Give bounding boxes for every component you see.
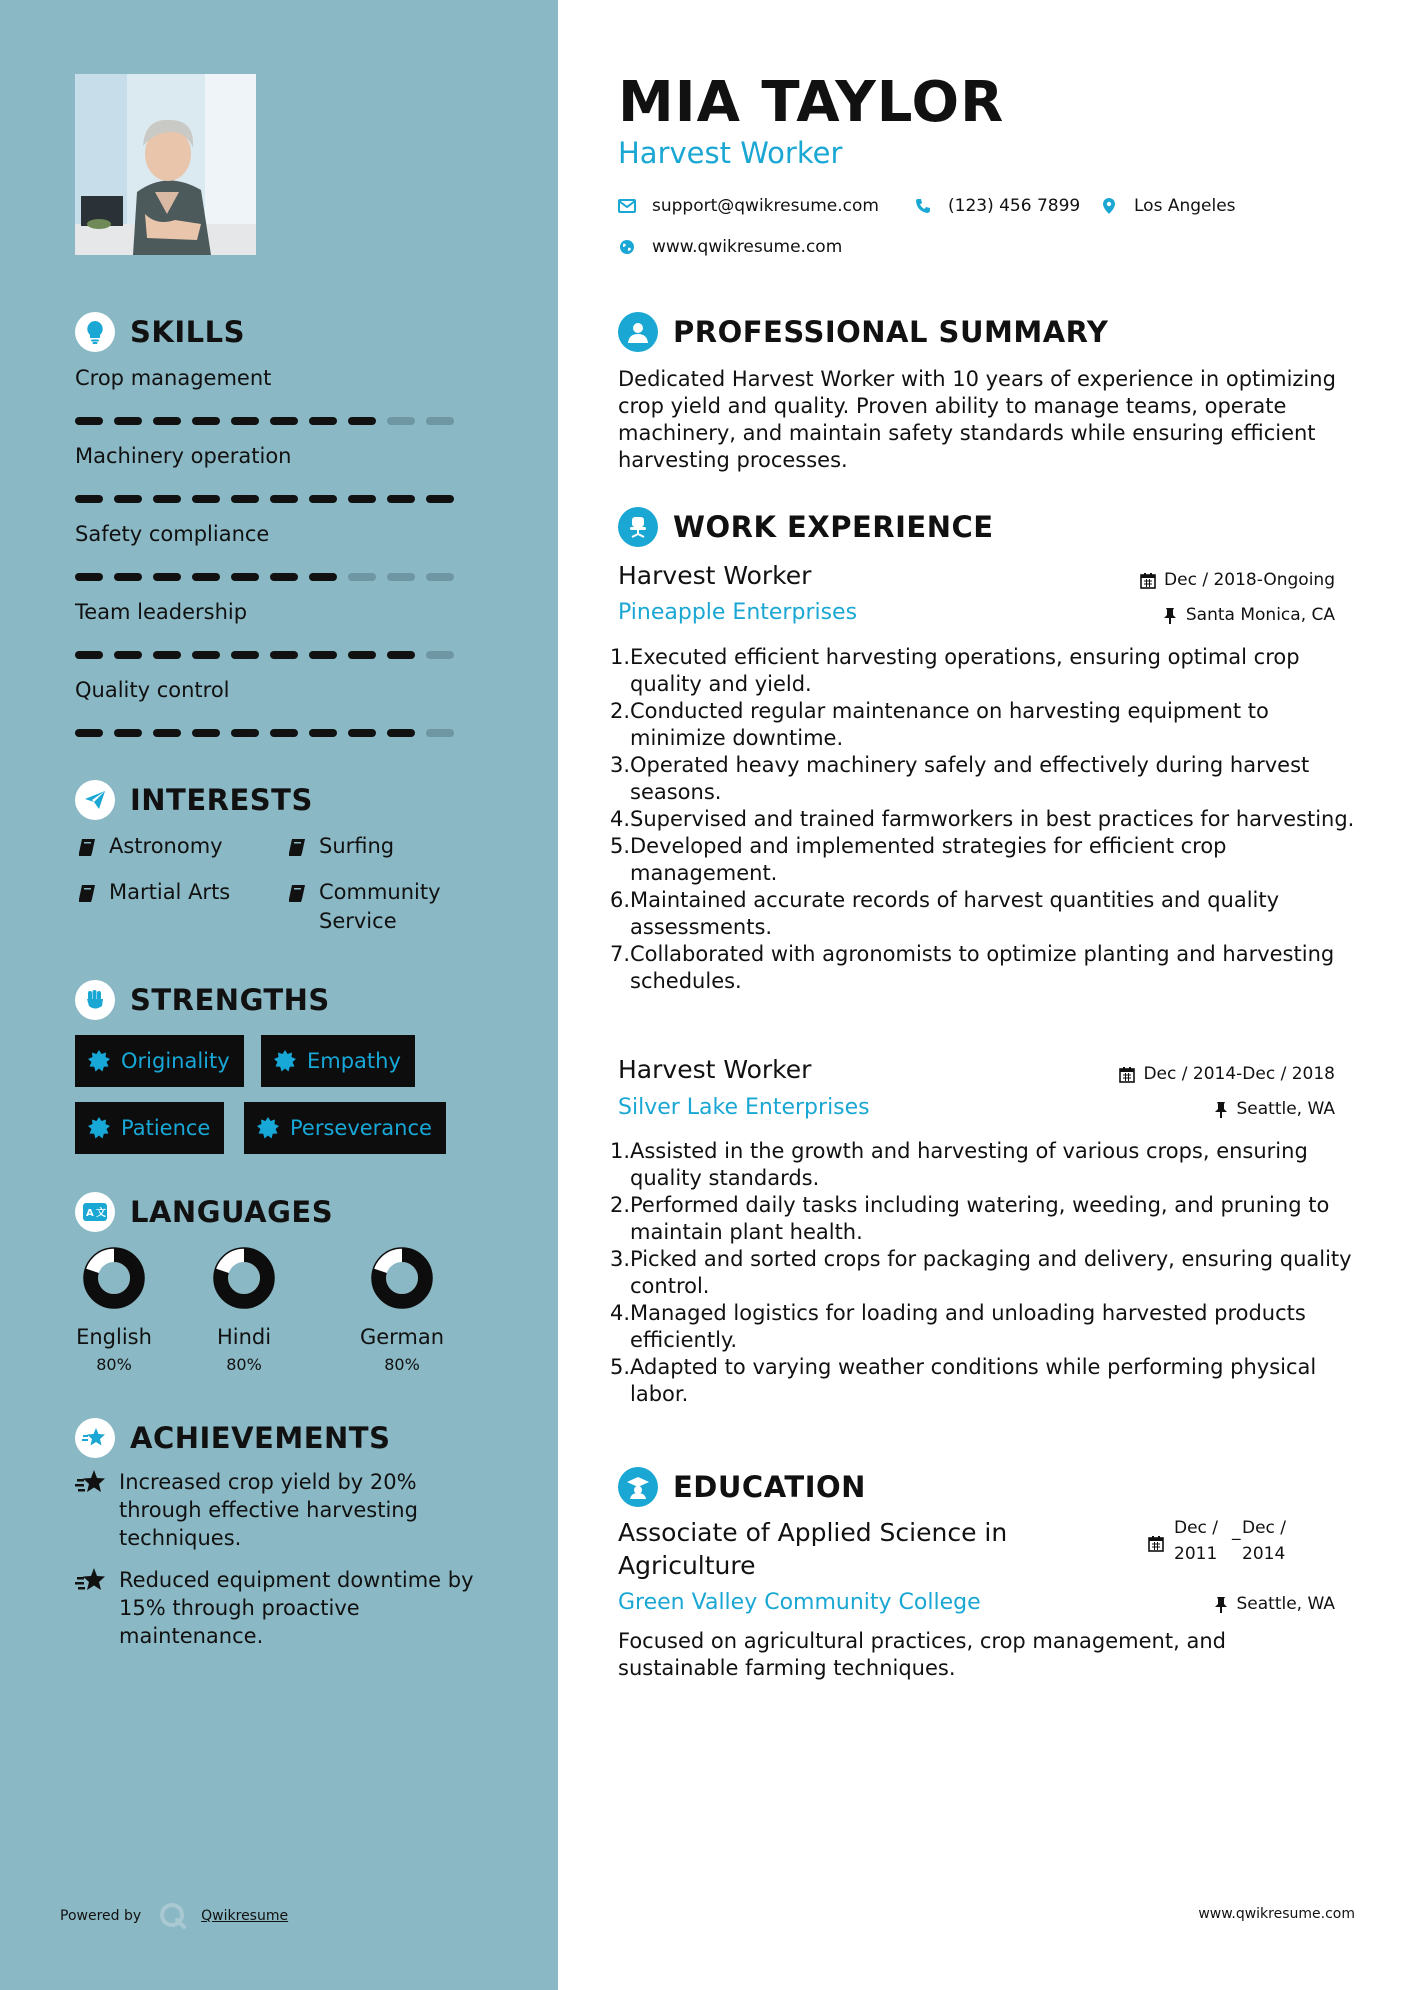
bullet-number: 5.: [610, 834, 631, 858]
job-bullet: [610, 1354, 1370, 1408]
job-location-text: Seattle, WA: [1236, 1099, 1335, 1119]
bullet-number: 4.: [610, 1301, 631, 1325]
paper-plane-icon: [75, 780, 115, 820]
language-donut: [211, 1245, 277, 1311]
skill-dash-filled: [309, 417, 337, 425]
strength-label: Perseverance: [290, 1116, 432, 1140]
bullet-number: 2.: [610, 1193, 631, 1217]
pushpin-icon: [1213, 1101, 1229, 1118]
bullet-number: 3.: [610, 753, 631, 777]
job-bullet: [610, 1300, 1370, 1354]
skill-dash-filled: [231, 573, 259, 581]
interest-item: [75, 878, 230, 907]
skill-dash-filled: [153, 417, 181, 425]
bullet-text: Collaborated with agronomists to optimize planting and harvesting schedules.: [630, 942, 1335, 993]
skill-dash-empty: [387, 417, 415, 425]
achievement-item: [75, 1566, 495, 1650]
skill-dash-empty: [426, 729, 454, 737]
language-item: [54, 1245, 174, 1374]
bullet-text: Assisted in the growth and harvesting of various crops, ensuring quality standards.: [630, 1139, 1308, 1190]
bullet-text: Executed efficient harvesting operations, ensuring optimal crop quality and yield.: [630, 645, 1300, 696]
email-contact[interactable]: [618, 196, 879, 216]
skill-dash-filled: [309, 495, 337, 503]
badge-icon: [87, 1049, 111, 1073]
skill-name: Safety compliance: [75, 522, 270, 546]
skill-dash-filled: [192, 495, 220, 503]
interests-heading: [75, 780, 313, 820]
job-title: Harvest Worker: [618, 1055, 812, 1084]
calendar-icon: [1119, 1066, 1135, 1083]
skill-dash-filled: [75, 573, 103, 581]
job-location: [1213, 1099, 1336, 1119]
candidate-name: MIA TAYLOR: [618, 70, 1005, 135]
qwikresume-logo-icon: [159, 1902, 187, 1930]
education-location: [1213, 1594, 1336, 1614]
skill-name: Quality control: [75, 678, 230, 702]
qwikresume-link[interactable]: Qwikresume: [201, 1908, 289, 1924]
job-bullets: [610, 644, 1370, 995]
skill-dash-filled: [309, 729, 337, 737]
language-item: [184, 1245, 304, 1374]
calendar-icon: [1140, 572, 1156, 589]
skill-dash-filled: [348, 729, 376, 737]
interest-item: [285, 832, 394, 861]
bullet-number: 6.: [610, 888, 631, 912]
skill-dash-filled: [114, 495, 142, 503]
education-date-separator: _: [1232, 1521, 1241, 1541]
skill-dash-filled: [231, 495, 259, 503]
strength-label: Originality: [121, 1049, 230, 1073]
interest-label: Surfing: [319, 834, 395, 858]
skill-dash-filled: [231, 651, 259, 659]
languages-heading: [75, 1192, 333, 1232]
job-bullet: [610, 644, 1370, 698]
email-text: support@qwikresume.com: [652, 196, 879, 216]
skill-meter: [75, 729, 455, 738]
skill-dash-filled: [231, 729, 259, 737]
map-pin-icon: [1100, 197, 1118, 215]
language-name: English: [76, 1325, 152, 1349]
calendar-icon: [1148, 1535, 1164, 1552]
badge-icon: [87, 1116, 111, 1140]
education-start-year: 2011: [1174, 1544, 1218, 1564]
fist-icon: [75, 980, 115, 1020]
job-bullet: [610, 752, 1370, 806]
bullet-text: Supervised and trained farmworkers in best practices for harvesting.: [630, 807, 1355, 831]
lightbulb-icon: [75, 312, 115, 352]
skill-dash-filled: [309, 573, 337, 581]
language-donut: [81, 1245, 147, 1311]
skill-dash-filled: [309, 651, 337, 659]
skill-dash-filled: [192, 417, 220, 425]
language-percent: 80%: [226, 1355, 262, 1374]
strengths-heading: [75, 980, 330, 1020]
interest-item: [75, 832, 223, 861]
skill-name: Team leadership: [75, 600, 248, 624]
skill-dash-filled: [75, 417, 103, 425]
phone-contact[interactable]: [914, 196, 1080, 216]
badge-icon: [256, 1116, 280, 1140]
interest-label: Martial Arts: [109, 880, 231, 904]
phone-text: (123) 456 7899: [948, 196, 1081, 216]
language-item: [342, 1245, 462, 1374]
bullet-text: Performed daily tasks including watering, weeding, and pruning to maintain plant health.: [630, 1193, 1330, 1244]
candidate-role: Harvest Worker: [618, 136, 843, 170]
language-percent: 80%: [384, 1355, 420, 1374]
job-company: Pineapple Enterprises: [618, 600, 858, 625]
job-date: [1140, 570, 1335, 590]
bullet-text: Maintained accurate records of harvest quantities and quality assessments.: [630, 888, 1280, 939]
strength-tag: [261, 1035, 415, 1087]
book-icon: [285, 878, 309, 907]
skill-dash-filled: [426, 495, 454, 503]
skill-dash-filled: [192, 573, 220, 581]
experience-title: WORK EXPERIENCE: [673, 510, 994, 544]
skills-title: SKILLS: [130, 315, 245, 349]
achievement-item: [75, 1468, 495, 1552]
book-icon: [75, 878, 99, 907]
skill-dash-empty: [426, 573, 454, 581]
summary-heading: [618, 312, 1108, 352]
education-end-month: Dec /: [1242, 1518, 1287, 1538]
language-percent: 80%: [96, 1355, 132, 1374]
language-donut: [369, 1245, 435, 1311]
education-school: Green Valley Community College: [618, 1590, 981, 1615]
skill-dash-filled: [114, 417, 142, 425]
bullet-number: 4.: [610, 807, 631, 831]
badge-icon: [273, 1049, 297, 1073]
achievements-heading: [75, 1418, 390, 1458]
bullet-number: 7.: [610, 942, 631, 966]
book-icon: [285, 832, 309, 861]
skill-dash-filled: [270, 651, 298, 659]
pushpin-icon: [1162, 607, 1178, 624]
footer-powered-by: [60, 1902, 288, 1930]
skill-meter: [75, 651, 455, 660]
job-company: Silver Lake Enterprises: [618, 1095, 870, 1120]
job-bullet: [610, 941, 1370, 995]
interest-item: [285, 878, 475, 936]
skill-dash-filled: [153, 651, 181, 659]
skill-dash-filled: [153, 573, 181, 581]
skill-dash-filled: [387, 729, 415, 737]
book-icon: [75, 832, 99, 861]
skill-dash-filled: [192, 651, 220, 659]
office-chair-icon: [618, 507, 658, 547]
website-contact[interactable]: [618, 237, 842, 257]
location-text: Los Angeles: [1134, 196, 1236, 216]
job-bullet: [610, 887, 1370, 941]
skill-dash-filled: [270, 573, 298, 581]
job-bullet: [610, 1192, 1370, 1246]
bullet-text: Managed logistics for loading and unloading harvested products efficiently.: [630, 1301, 1306, 1352]
skill-dash-filled: [270, 495, 298, 503]
bullet-number: 1.: [610, 1139, 631, 1163]
globe-icon: [618, 238, 636, 256]
footer-website[interactable]: www.qwikresume.com: [1198, 1906, 1355, 1922]
job-bullet: [610, 1138, 1370, 1192]
job-bullets: [610, 1138, 1370, 1408]
pushpin-icon: [1213, 1596, 1229, 1613]
strength-tag: [75, 1102, 224, 1154]
education-description: Focused on agricultural practices, crop management, and sustainable farming techniques.: [618, 1629, 1226, 1680]
powered-by-label: Powered by: [60, 1908, 142, 1924]
skill-dash-filled: [153, 729, 181, 737]
skill-name: Machinery operation: [75, 444, 292, 468]
skill-dash-filled: [348, 495, 376, 503]
experience-heading: [618, 507, 994, 547]
phone-icon: [914, 197, 932, 215]
bullet-number: 3.: [610, 1247, 631, 1271]
achievement-text: Reduced equipment downtime by 15% through proactive maintenance.: [119, 1568, 474, 1648]
skill-dash-filled: [153, 495, 181, 503]
skill-dash-filled: [114, 651, 142, 659]
job-bullet: [610, 698, 1370, 752]
strength-label: Patience: [121, 1116, 211, 1140]
bullet-number: 2.: [610, 699, 631, 723]
skill-meter: [75, 573, 455, 582]
skills-heading: [75, 312, 245, 352]
skill-dash-empty: [426, 651, 454, 659]
job-date-text: Dec / 2018-Ongoing: [1164, 570, 1335, 590]
user-icon: [618, 312, 658, 352]
sidebar: [0, 0, 558, 1990]
education-title: EDUCATION: [673, 1470, 866, 1504]
profile-photo: [75, 74, 256, 255]
job-bullet: [610, 806, 1370, 833]
job-date-text: Dec / 2014-Dec / 2018: [1143, 1064, 1335, 1084]
graduate-icon: [618, 1467, 658, 1507]
skill-dash-empty: [426, 417, 454, 425]
job-bullet: [610, 1246, 1370, 1300]
summary-title: PROFESSIONAL SUMMARY: [673, 315, 1109, 349]
achievement-text: Increased crop yield by 20% through effective harvesting techniques.: [119, 1470, 418, 1550]
bullet-text: Conducted regular maintenance on harvesting equipment to minimize downtime.: [630, 699, 1269, 750]
location-contact: [1100, 196, 1236, 216]
languages-title: LANGUAGES: [130, 1195, 334, 1229]
skill-dash-filled: [348, 651, 376, 659]
skill-dash-filled: [114, 573, 142, 581]
education-end-year: 2014: [1242, 1544, 1286, 1564]
bullet-text: Developed and implemented strategies for efficient crop management.: [630, 834, 1227, 885]
skill-dash-filled: [114, 729, 142, 737]
skill-dash-empty: [348, 573, 376, 581]
language-name: German: [359, 1325, 445, 1349]
skill-dash-filled: [75, 729, 103, 737]
main-content: [558, 0, 1407, 1990]
star-icon: [75, 1566, 107, 1596]
language-name: Hindi: [216, 1325, 272, 1349]
skill-dash-filled: [387, 651, 415, 659]
envelope-icon: [618, 197, 636, 215]
interests-title: INTERESTS: [130, 783, 313, 817]
job-location: [1162, 605, 1335, 625]
skill-dash-filled: [348, 417, 376, 425]
job-location-text: Santa Monica, CA: [1185, 605, 1335, 625]
interest-label: Astronomy: [109, 834, 223, 858]
education-heading: [618, 1467, 866, 1507]
skill-dash-filled: [192, 729, 220, 737]
strength-tag: [244, 1102, 446, 1154]
svg-text:A: A: [86, 1208, 94, 1219]
bullet-number: 1.: [610, 645, 631, 669]
education-location-text: Seattle, WA: [1236, 1594, 1335, 1614]
job-bullet: [610, 833, 1370, 887]
svg-text:文: 文: [96, 1208, 106, 1219]
bullet-number: 5.: [610, 1355, 631, 1379]
education-date: [1148, 1518, 1318, 1572]
bullet-text: Adapted to varying weather conditions while performing physical labor.: [630, 1355, 1317, 1406]
website-text: www.qwikresume.com: [652, 237, 843, 257]
job-title: Harvest Worker: [618, 561, 812, 590]
star-badge-icon: [75, 1418, 115, 1458]
strength-label: Empathy: [307, 1049, 401, 1073]
job-date: [1119, 1064, 1335, 1084]
skill-dash-filled: [270, 729, 298, 737]
skill-dash-filled: [270, 417, 298, 425]
strength-tag: [75, 1035, 244, 1087]
interest-label: Community Service: [319, 880, 441, 933]
skill-dash-filled: [75, 495, 103, 503]
skill-dash-filled: [75, 651, 103, 659]
bullet-text: Picked and sorted crops for packaging and delivery, ensuring quality control.: [630, 1247, 1352, 1298]
achievements-title: ACHIEVEMENTS: [130, 1421, 391, 1455]
skill-dash-empty: [387, 573, 415, 581]
language-icon: [75, 1192, 115, 1232]
bullet-text: Operated heavy machinery safely and effectively during harvest seasons.: [630, 753, 1310, 804]
summary-text: Dedicated Harvest Worker with 10 years of experience in optimizing crop yield and quality. Proven ability to manage teams, operate machinery, and maintain safety standards while ensuring efficient harvesting processes.: [618, 367, 1336, 472]
skill-name: Crop management: [75, 366, 272, 390]
skill-dash-filled: [387, 495, 415, 503]
strengths-title: STRENGTHS: [130, 983, 330, 1017]
skill-meter: [75, 495, 455, 504]
education-degree: Associate of Applied Science in Agriculture: [618, 1518, 1008, 1580]
skill-meter: [75, 417, 455, 426]
star-icon: [75, 1468, 107, 1498]
education-start-month: Dec /: [1174, 1518, 1219, 1538]
skill-dash-filled: [231, 417, 259, 425]
